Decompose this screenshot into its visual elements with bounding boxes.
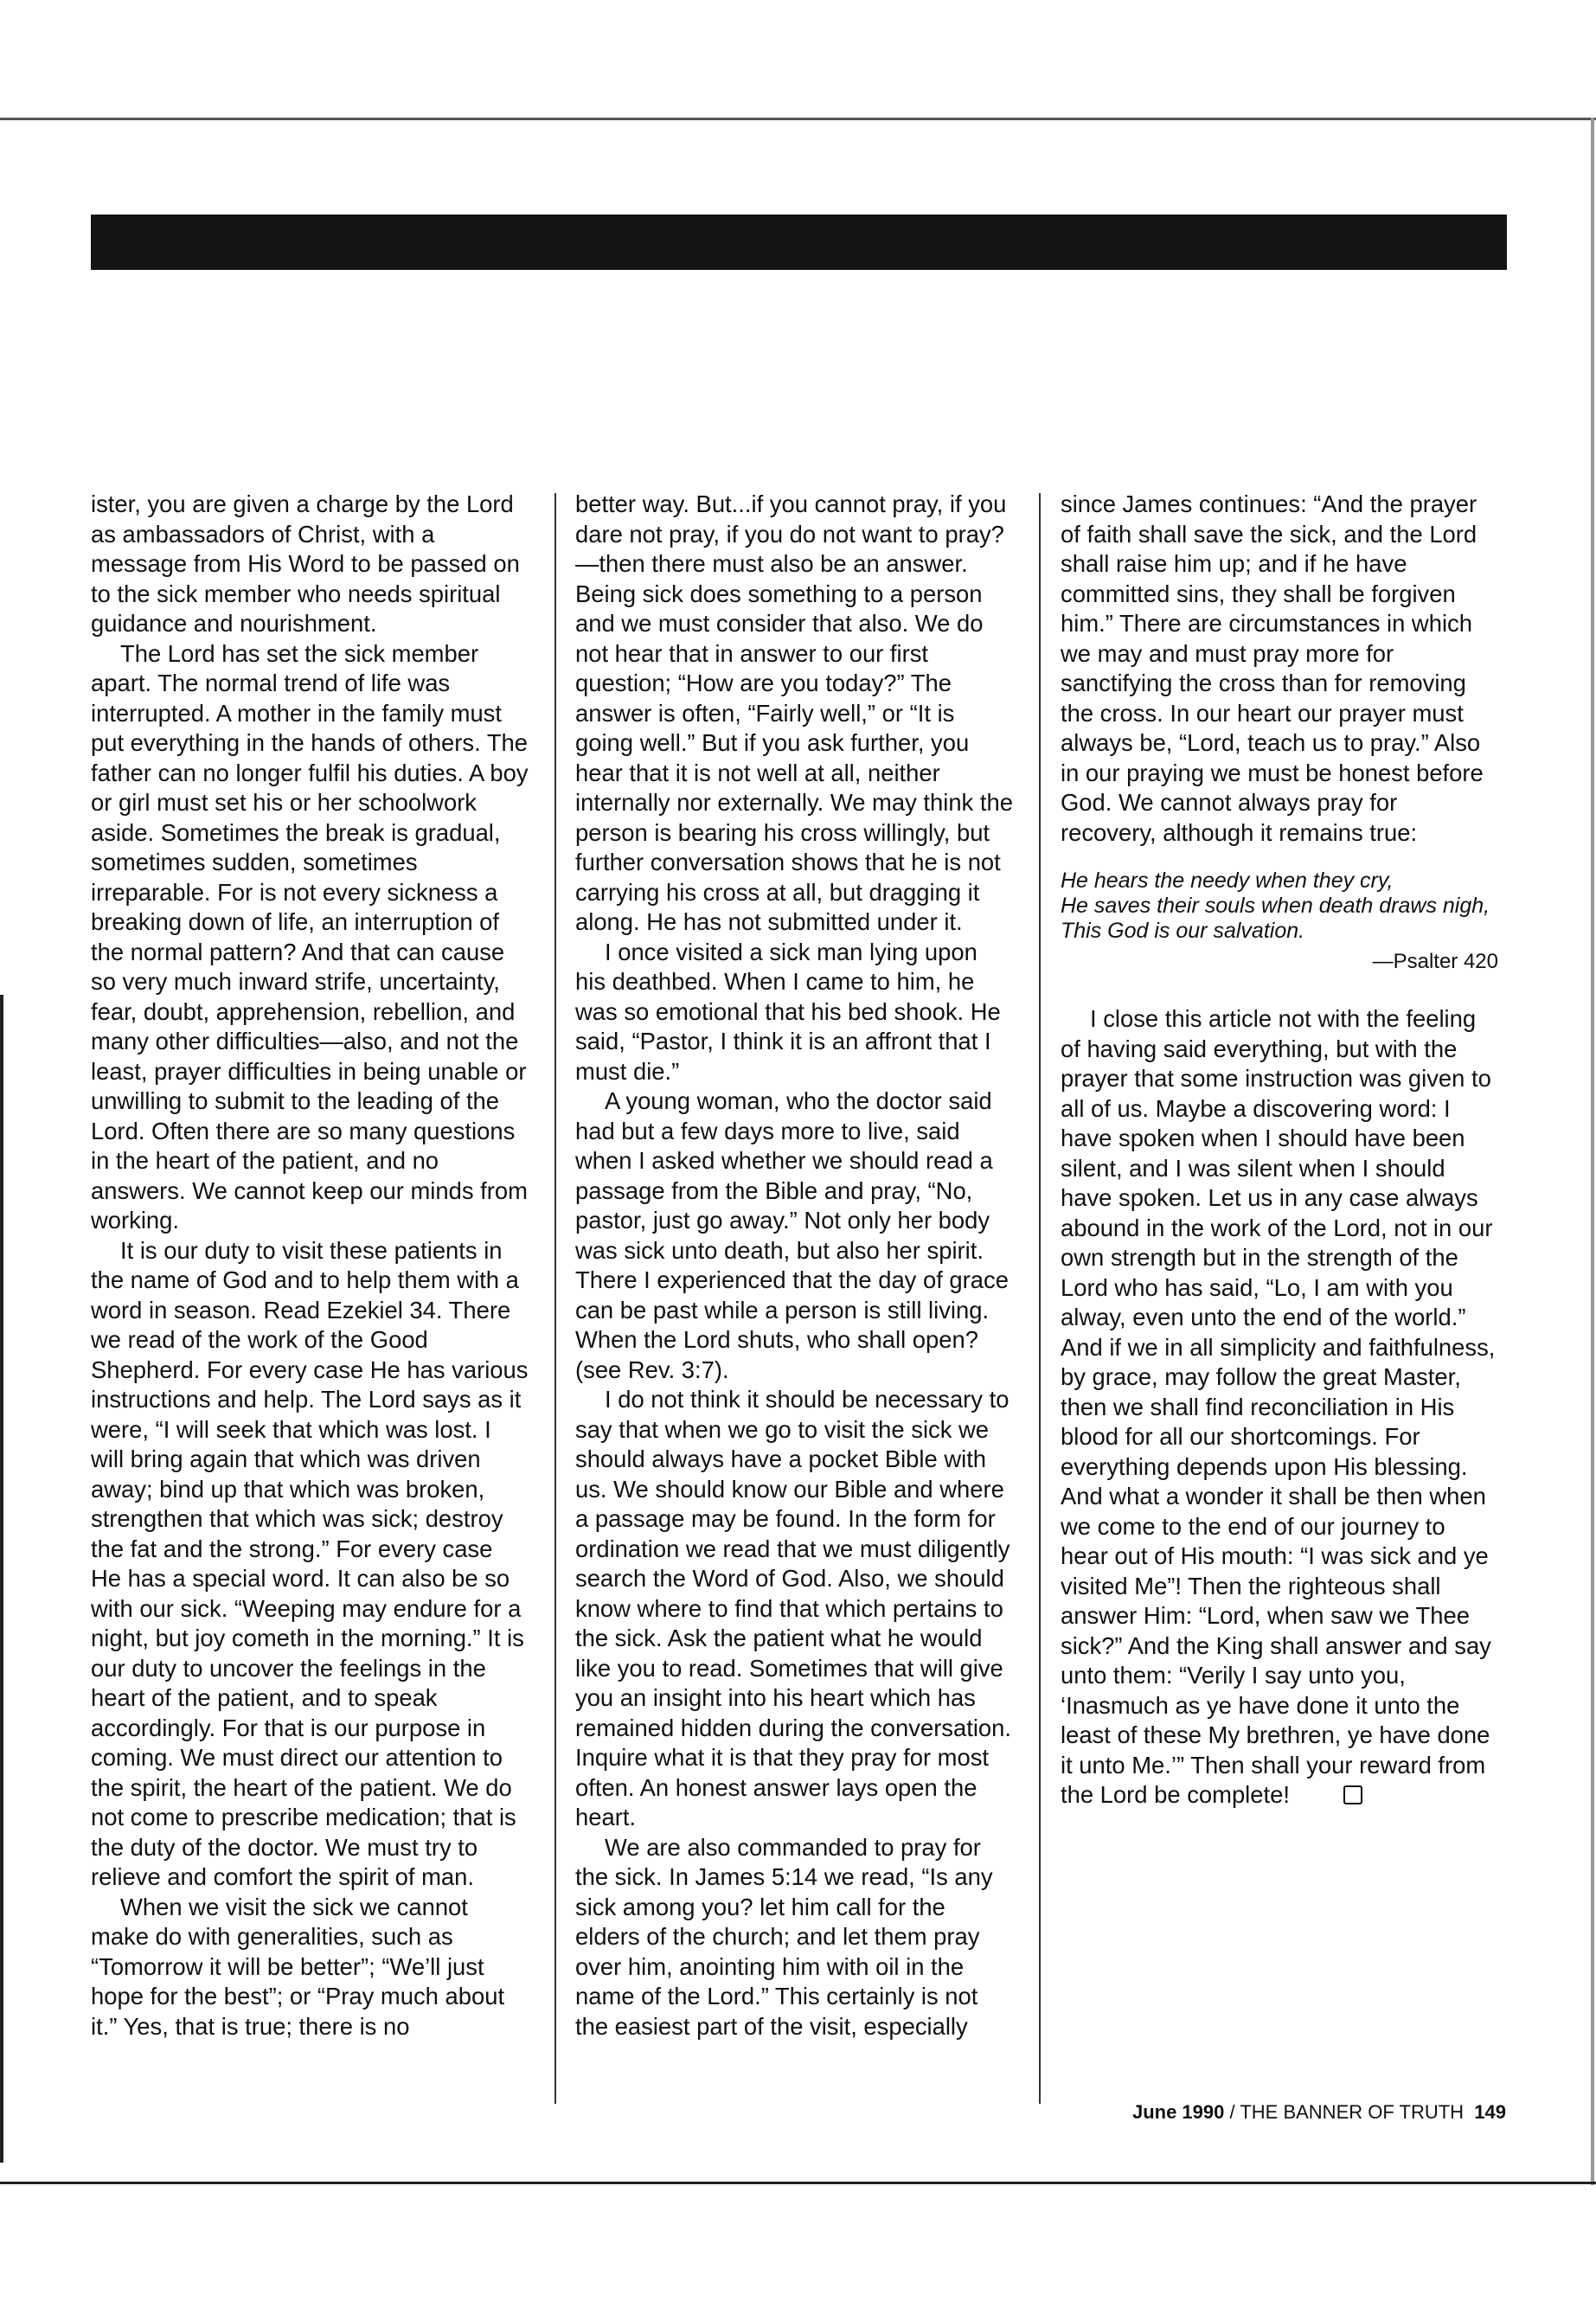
- column2-paragraph: We are also commanded to pray for the sick. In James 5:14 we read, “Is any sick among you? let him call for the elders of the church; and let them pray over him, anointing him with oil in the name of the Lord.” This certainly is not the easiest part of the visit, especially: [575, 1833, 993, 2040]
- end-of-article-icon: [1343, 1785, 1362, 1804]
- footer-separator: /: [1224, 2101, 1240, 2123]
- column1-paragraph: The Lord has set the sick member apart. The normal trend of life was interrupted. A mother in the family must put everything in the hands of others. The father can no longer fulfil his duties. A boy or girl must set his or her schoolwork aside. Sometimes the break is gradual, sometimes sudden, sometimes irreparable. For is not every sickness a breaking down of life, an interruption of the normal pattern? And that can cause so very much inward strife, uncertainty, fear, doubt, apprehension, rebellion, and many other difficulties—also, and not the least, prayer difficulties in being unable or unwilling to submit to the leading of the Lord. Often there are so many questions in the heart of the patient, and no answers. We cannot keep our minds from working.: [91, 639, 529, 1234]
- footer-date: June 1990: [1131, 2101, 1225, 2123]
- column2-paragraph: A young woman, who the doctor said had but a few days more to live, said when I asked whether we should read a passage from the Bible and pray, “No, pastor, just go away.” Not only her body was sick unto death, but also her spirit. There I experienced that the day of grace can be past while a person is still living. When the Lord shuts, who shall open? (see Rev. 3:7).: [575, 1087, 1009, 1383]
- article-column-3: [1061, 490, 1498, 1811]
- header-bar: [91, 215, 1507, 270]
- column3-paragraph: since James continues: “And the prayer of faith shall save the sick, and the Lord shall raise him up; and if he have committed sins, they shall be forgiven him.” There are circumstances in which we may and must pray more for sanctifying the cross than for removing the cross. In our heart our prayer must always be, “Lord, teach us to pray.” Also in our praying we must be honest before God. We cannot always pray for recovery, although it remains true:: [1061, 490, 1484, 846]
- column2-paragraph: I once visited a sick man lying upon his deathbed. When I came to him, he was so emotional that his bed shook. He said, “Pastor, I think it is an affront that I must die.”: [575, 938, 1001, 1085]
- page-edge-bottom: [0, 2182, 1596, 2184]
- column-divider: [554, 493, 556, 2104]
- poem-line: He hears the needy when they cry,: [1061, 868, 1394, 893]
- article-column-2: [575, 490, 1013, 2041]
- page-edge-right: [1591, 118, 1594, 2185]
- article-column-1: [91, 490, 529, 2041]
- page-edge-left: [0, 995, 3, 2163]
- psalter-quote: [1061, 868, 1498, 944]
- closing-text: I close this article not with the feeling of having said everything, but with the prayer that some instruction was given to all of us. Maybe a discovering word: I have spoken when I should have been silent, and I was silent when I should have spoken. Let us in any case always abound in the work of the Lord, not in our own strength but in the strength of the Lord who has said, “Lo, I am with you alway, even unto the end of the world.” And if we in all simplicity and faithfulness, by grace, may follow the great Master, then we shall find reconciliation in His blood for all our shortcomings. For everything depends upon His blessing. And what a wonder it shall be then when we come to the end of our journey to hear out of His mouth: “I was sick and ye visited Me”! Then the righteous shall answer Him: “Lord, when saw we Thee sick?” And the King shall answer and say unto them: “Verily I say unto you, ‘Inasmuch as ye have done it unto the least of these My brethren, ye have done it unto Me.’” Then shall your reward from the Lord be complete!: [1061, 1005, 1496, 1808]
- footer-page-number: 149: [1474, 2101, 1506, 2123]
- column-divider: [1039, 493, 1041, 2104]
- column1-paragraph: ister, you are given a charge by the Lord as ambassadors of Christ, with a message from His Word to be passed on to the sick member who needs spiritual guidance and nourishment.: [91, 490, 520, 637]
- column2-paragraph: better way. But...if you cannot pray, if you dare not pray, if you do not want to pray?—then there must also be an answer. Being sick does something to a person and we must consider that also. We do not hear that in answer to our first question; “How are you today?” The answer is often, “Fairly well,” or “It is going well.” But if you ask further, you hear that it is not well at all, neither internally nor externally. We may think the person is bearing his cross willingly, but further conversation shows that he is not carrying his cross at all, but dragging it along. He has not submitted under it.: [575, 490, 1013, 935]
- poem-line: He saves their souls when death draws nigh,: [1061, 894, 1490, 918]
- page-footer: [1132, 2100, 1506, 2125]
- column1-paragraph: It is our duty to visit these patients in the name of God and to help them with a word in season. Read Ezekiel 34. There we read of the work of the Good Shepherd. For every case He has various instructions and help. The Lord says as it were, “I will seek that which was lost. I will bring again that which was driven away; bind up that which was broken, strengthen that which was sick; destroy the fat and the strong.” For every case He has a special word. It can also be so with our sick. “Weeping may endure for a night, but joy cometh in the morning.” It is our duty to uncover the feelings in the heart of the patient, and to speak accordingly. For that is our purpose in coming. We must direct our attention to the spirit, the heart of the patient. We do not come to prescribe medication; that is the duty of the doctor. We must try to relieve and comfort the spirit of man.: [91, 1236, 529, 1890]
- page-edge-top: [0, 118, 1596, 120]
- poem-line: This God is our salvation.: [1061, 919, 1305, 943]
- column3-closing-paragraph: [1061, 1004, 1498, 1811]
- quote-attribution: —Psalter 420: [1372, 950, 1498, 973]
- footer-publication: THE BANNER OF TRUTH: [1240, 2101, 1465, 2123]
- column1-paragraph: When we visit the sick we cannot make do with generalities, such as “Tomorrow it will be better”; “We’ll just hope for the best”; or “Pray much about it.” Yes, that is true; there is no: [91, 1893, 505, 2040]
- column2-paragraph: I do not think it should be necessary to say that when we go to visit the sick we should always have a pocket Bible with us. We should know our Bible and where a passage may be found. In the form for ordination we read that we must diligently search the Word of God. Also, we should know where to find that which pertains to the sick. Ask the patient what he would like you to read. Sometimes that will give you an insight into his heart which has remained hidden during the conversation. Inquire what it is that they pray for most often. An honest answer lays open the heart.: [575, 1386, 1012, 1830]
